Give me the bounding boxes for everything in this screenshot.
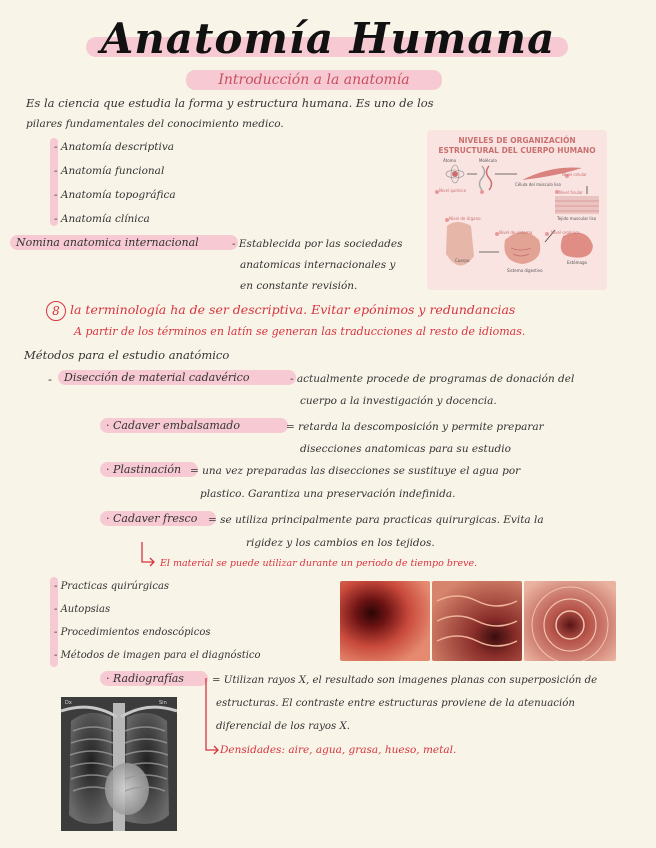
chest-xray-image bbox=[61, 697, 177, 831]
nomina-line-1: - Establecida por las sociedades bbox=[232, 238, 403, 250]
fresco-line-2: rigidez y los cambios en los tejidos. bbox=[246, 537, 435, 549]
radiografias-label: · Radiografías bbox=[100, 671, 208, 686]
fresco-line-1: = se utiliza principalmente para practicas quirurgicas. Evita la bbox=[208, 514, 544, 526]
bullet-dash: - bbox=[48, 372, 52, 386]
embalsamado-label: · Cadaver embalsamado bbox=[100, 418, 288, 433]
diseccion-label: Disección de material cadavérico bbox=[58, 370, 296, 385]
nomina-line-3: en constante revisión. bbox=[240, 280, 358, 292]
nomina-label: Nomina anatomica internacional bbox=[10, 235, 238, 250]
infographic-label: Átomo bbox=[443, 158, 457, 163]
diseccion-line-1: - actualmente procede de programas de donación del bbox=[290, 373, 575, 385]
terminology-line-1: la terminología ha de ser descriptiva. Evitar epónimos y redundancias bbox=[70, 302, 516, 317]
intro-line-1: Es la ciencia que estudia la forma y estructura humana. Es uno de los bbox=[26, 96, 434, 110]
embalsamado-line-1: = retarda la descomposición y permite preparar bbox=[286, 421, 544, 433]
embalsamado-line-2: disecciones anatomicas para su estudio bbox=[300, 443, 511, 455]
endoscopy-photo-3 bbox=[524, 581, 616, 661]
list-item: - Anatomía clínica bbox=[54, 213, 150, 225]
plastinacion-line-2: plastico. Garantiza una preservación indefinida. bbox=[200, 488, 456, 500]
xray-mark-right: Sin bbox=[159, 700, 167, 706]
infographic-label: Estómago bbox=[567, 260, 587, 265]
infographic-label: Nivel celular bbox=[562, 172, 587, 177]
digestive-system-icon bbox=[504, 232, 540, 264]
infographic-label: Nivel tisular bbox=[559, 190, 583, 195]
fresco-label: · Cadaver fresco bbox=[100, 511, 216, 526]
fresco-note: El material se puede utilizar durante un periodo de tiempo breve. bbox=[160, 558, 478, 569]
list-item: - Métodos de imagen para el diagnóstico bbox=[54, 650, 261, 661]
radiografias-line-3: diferencial de los rayos X. bbox=[216, 721, 351, 732]
plastinacion-line-1: = una vez preparadas las disecciones se sustituye el agua por bbox=[190, 465, 521, 477]
xray-mark-left: Dx bbox=[65, 700, 72, 706]
infographic-label: Tejido muscular liso bbox=[557, 216, 597, 221]
note-number-badge: 8 bbox=[46, 301, 66, 321]
list-item: - Anatomía funcional bbox=[54, 165, 165, 177]
nomina-line-2: anatomicas internacionales y bbox=[240, 259, 396, 271]
list-item: - Procedimientos endoscópicos bbox=[54, 627, 211, 638]
infographic-label: Nivel de órgano bbox=[449, 216, 481, 221]
list-item: - Anatomía topográfica bbox=[54, 189, 176, 201]
tissue-icon bbox=[555, 196, 599, 214]
endoscopy-photo-1 bbox=[340, 581, 430, 661]
list-item: - Autopsias bbox=[54, 604, 111, 615]
intro-line-2: pilares fundamentales del conocimiento medico. bbox=[26, 118, 284, 130]
molecule-icon bbox=[480, 166, 492, 190]
infographic-title: NIVELES DE ORGANIZACIÓN ESTRUCTURAL DEL CUERPO HUMANO bbox=[438, 136, 596, 155]
stomach-icon bbox=[561, 233, 593, 258]
infographic-label: Nivel químico bbox=[439, 188, 467, 193]
infographic-label: Cuerpo bbox=[455, 258, 470, 263]
infographic-label: Sistema digestivo bbox=[507, 268, 543, 273]
radiografias-line-1: = Utilizan rayos X, el resultado son imagenes planas con superposición de bbox=[212, 675, 598, 686]
organization-levels-infographic bbox=[427, 130, 607, 290]
arrow-icon bbox=[138, 540, 158, 568]
radiografias-line-2: estructuras. El contraste entre estructuras proviene de la atenuación bbox=[216, 698, 575, 709]
page-title: Anatomía Humana bbox=[100, 14, 556, 63]
list-item: - Practicas quirúrgicas bbox=[54, 581, 170, 592]
plastinacion-label: · Plastinación bbox=[100, 462, 198, 477]
methods-heading: Métodos para el estudio anatómico bbox=[24, 348, 230, 362]
infographic-label: Célula del músculo liso bbox=[515, 182, 561, 187]
infographic-illustration bbox=[427, 130, 607, 290]
diseccion-line-2: cuerpo a la investigación y docencia. bbox=[300, 395, 497, 407]
endoscopy-photo-2 bbox=[432, 581, 522, 661]
densidades-note: Densidades: aire, agua, grasa, hueso, metal. bbox=[220, 744, 457, 756]
page-subtitle: Introducción a la anatomía bbox=[186, 70, 442, 90]
infographic-label: Nivel de sistema bbox=[499, 230, 533, 235]
list-item: - Anatomía descriptiva bbox=[54, 141, 175, 153]
infographic-label: Molécula bbox=[479, 158, 497, 163]
terminology-line-2: A partir de los términos en latín se generan las traducciones al resto de idiomas. bbox=[74, 325, 526, 338]
infographic-label: Nivel orgánico bbox=[551, 230, 580, 235]
atom-icon bbox=[446, 165, 464, 183]
